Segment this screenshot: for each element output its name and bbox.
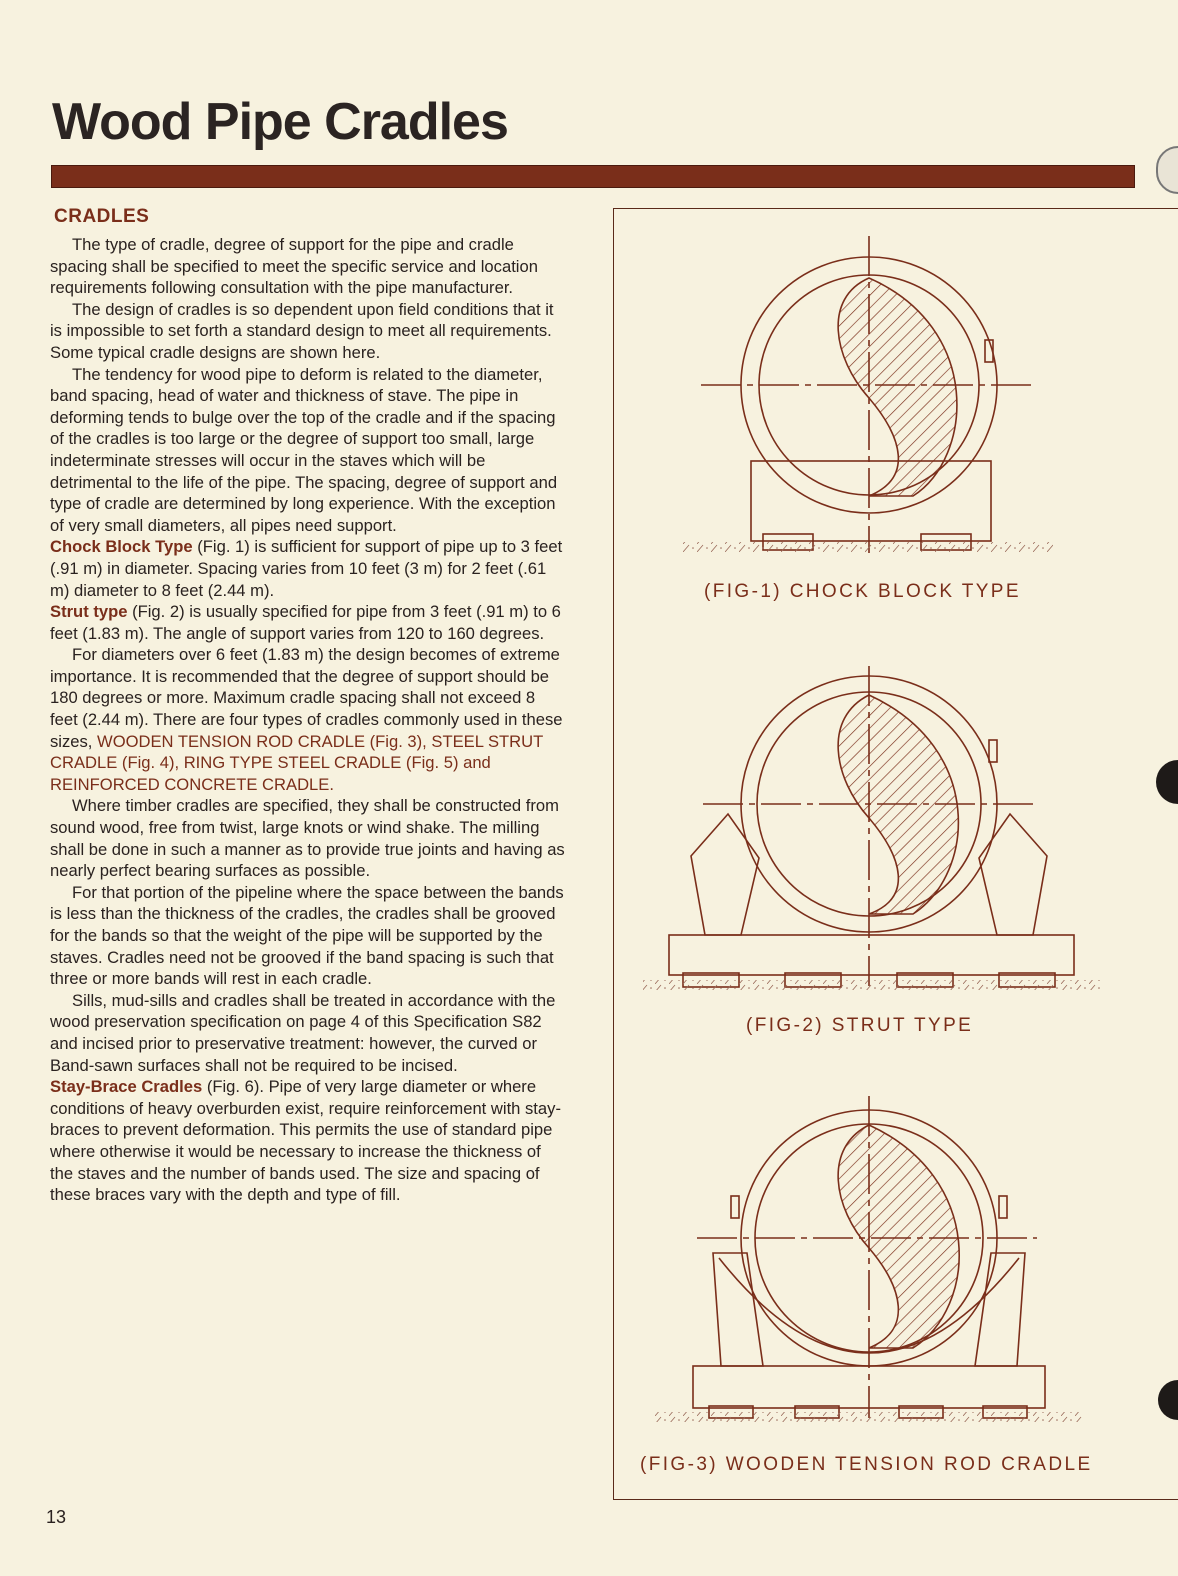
section-heading: CRADLES	[54, 206, 150, 227]
fig3-post-left	[713, 1253, 763, 1366]
fig2-caption: (FIG-2) STRUT TYPE	[746, 1015, 974, 1036]
paragraph-deformation: The tendency for wood pipe to deform is related to the diameter, band spacing, head of water and thickness of stave. The pipe in deforming tends to bulge over the top of the cradle and if the spacing of the cradles is too large or the degree of support too small, large indeterminate stresses will occur in the staves which will be detrimental to the life of the pipe. The spacing, degree of support and type of cradle are determined by long experience. With the exception of very small diameters, all pipes need support.	[50, 364, 558, 535]
fig2-strut-right	[979, 814, 1047, 935]
page-title: Wood Pipe Cradles	[52, 93, 508, 151]
paragraph-preservation: Sills, mud-sills and cradles shall be treated in accordance with the wood preservation specification on page 4 of this Specification S82 and incised prior to preservative treatment: however, the curved or Band-sawn surfaces shall not be required to be incised.	[50, 990, 556, 1075]
fig1-caption: (FIG-1) CHOCK BLOCK TYPE	[704, 581, 1021, 602]
fig1-water-section	[838, 278, 957, 496]
fig1-cradle-block	[751, 461, 991, 541]
paragraph-large-diameters	[50, 644, 565, 795]
stay-brace-heading: Stay-Brace Cradles	[50, 1077, 203, 1097]
fig2-ground	[643, 980, 1103, 990]
fig3-lug-right	[999, 1196, 1007, 1218]
fig2-sill	[669, 935, 1074, 975]
paragraph-stay-brace	[50, 1076, 565, 1206]
chock-block-heading: Chock Block Type	[50, 537, 193, 557]
fig3-caption: (FIG-3) WOODEN TENSION ROD CRADLE	[640, 1454, 1093, 1475]
fig3-lug-left	[731, 1196, 739, 1218]
large-diameters-text: For diameters over 6 feet (1.83 m) the design becomes of extreme importance. It is recommended that the degree of support should be 180 degrees or more. Maximum cradle spacing shall not exceed 8 feet (2.44 m). There are four types of cradles commonly used in these sizes,	[50, 645, 563, 751]
strut-type-text: (Fig. 2) is usually specified for pipe from 3 feet (.91 m) to 6 feet (1.83 m). The angle of support varies from 120 to 160 degrees.	[50, 602, 561, 643]
paragraph-strut-type	[50, 601, 565, 644]
fig3-ground	[653, 1412, 1083, 1422]
cradle-types-highlight: WOODEN TENSION ROD CRADLE (Fig. 3), STEEL STRUT CRADLE (Fig. 4), RING TYPE STEEL CRADLE (Fig. 5) and REINFORCED CONCRETE CRADLE.	[50, 731, 543, 794]
title-rule	[51, 165, 1135, 188]
fig3-post-right	[975, 1253, 1025, 1366]
fig1-drawing	[683, 236, 1053, 553]
fig3-drawing	[653, 1096, 1083, 1422]
paragraph-cradle-design: The design of cradles is so dependent upon field conditions that it is impossible to set forth a standard design to meet all requirements. Some typical cradle designs are shown here.	[50, 299, 554, 362]
stay-brace-text: (Fig. 6). Pipe of very large diameter or where conditions of heavy overburden exist, require reinforcement with stay-braces to prevent deformation. This permits the use of standard pipe where otherwise it would be necessary to increase the thickness of the staves and the number of bands used. The size and spacing of these braces vary with the depth and type of fill.	[50, 1077, 561, 1205]
figure-drawings	[613, 208, 1178, 1498]
fig2-band-lug	[989, 740, 997, 762]
fig2-strut-left	[691, 814, 759, 935]
body-text	[50, 234, 565, 1206]
paragraph-cradle-spec: The type of cradle, degree of support for the pipe and cradle spacing shall be specified to meet the specific service and location requirements following consultation with the pipe manufacturer.	[50, 235, 538, 298]
paragraph-grooving: For that portion of the pipeline where the space between the bands is less than the thickness of the cradles, the cradles shall be grooved for the bands so that the weight of the pipe will be supported by the staves. Cradles need not be grooved if the band spacing is such that three or more bands will rest in each cradle.	[50, 882, 564, 989]
fig3-water-section	[838, 1125, 959, 1348]
fig1-ground	[683, 542, 1053, 552]
fig2-drawing	[643, 666, 1103, 990]
strut-type-heading: Strut type	[50, 602, 128, 622]
paragraph-chock-block	[50, 536, 565, 601]
paragraph-timber-cradles: Where timber cradles are specified, they shall be constructed from sound wood, free from twist, large knots or wind shake. The milling shall be done in such a manner as to provide true joints and having as nearly perfect bearing surfaces as possible.	[50, 796, 565, 881]
binder-hole-top	[1156, 146, 1178, 194]
page-number: 13	[46, 1507, 67, 1527]
chock-block-text: (Fig. 1) is sufficient for support of pipe up to 3 feet (.91 m) in diameter. Spacing varies from 10 feet (3 m) for 2 feet (.61 m) diameter to 8 feet (2.44 m).	[50, 537, 563, 600]
